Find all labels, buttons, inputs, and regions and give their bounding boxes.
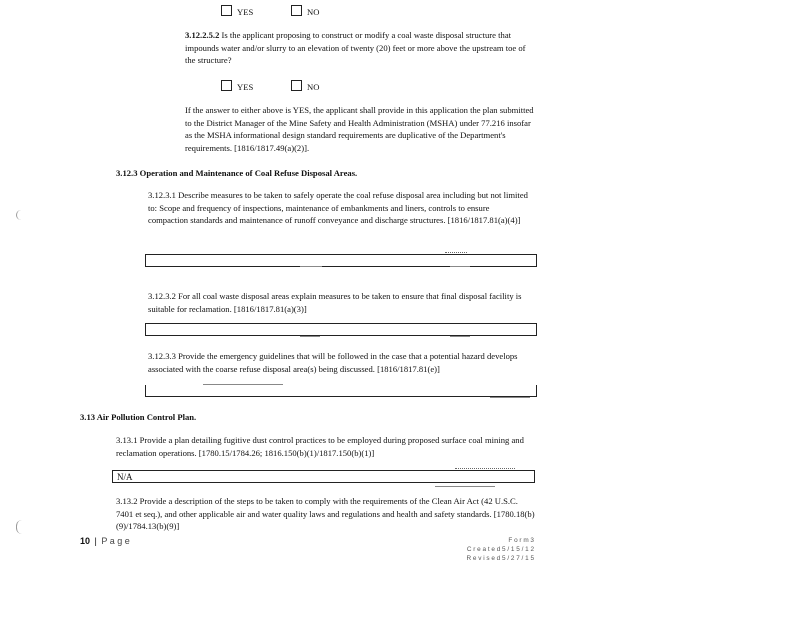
answer-field-3-12-3-1[interactable] (145, 254, 537, 267)
msha-note: If the answer to either above is YES, the applicant shall provide in this application the plan submitted to the District Manager of the Mine Safety and Health Administration (MSHA) under 77.216 insofar as the MSHA informational design standard requirements are duplicative of the Department's requirements. [1816/1817.49(a)(2)]. (185, 105, 534, 153)
page-footer: 10 | P a g e (80, 536, 130, 546)
q-3-12-2-5-2-yes-option: YES (221, 80, 253, 92)
question-3-12-3-1: 3.12.3.1 Describe measures to be taken to safely operate the coal refuse disposal area including but not limited to: Scope and frequency of inspections, maintenance of embankments and liners, controls to ensure compaction standards and maintenance of runoff conveyance and discharge structures. [1816/1817.81(a)(4)] (148, 190, 528, 226)
no-checkbox[interactable] (291, 80, 302, 91)
separator (300, 266, 322, 267)
separator (455, 468, 515, 469)
top-no-option: NO (291, 5, 319, 17)
answer-field-3-12-3-2[interactable] (145, 323, 537, 336)
top-yes-option: YES (221, 5, 253, 17)
question-3-12-3-3: 3.12.3.3 Provide the emergency guidelines that will be followed in the case that a potential hazard develops associated with the coarse refuse disposal area(s) being discussed. [1816/1817.81(e)] (148, 351, 518, 374)
separator (450, 336, 470, 337)
scan-mark (16, 210, 23, 220)
answer-field-3-13-1[interactable]: N/A (112, 470, 535, 483)
separator (445, 252, 467, 253)
separator (300, 336, 320, 337)
question-3-12-3-2: 3.12.3.2 For all coal waste disposal areas explain measures to be taken to ensure that final disposal facility is suitable for reclamation. [1816/1817.81(a)(3)] (148, 291, 522, 314)
question-3-13-2: 3.13.2 Provide a description of the steps to be taken to comply with the requirements of the Clean Air Act (42 U.S.C. 7401 et seq.), and other applicable air and water quality laws and regulations and health and safety standards. [1780.18(b)(9)/1784.13(b)(9)] (116, 496, 535, 532)
question-3-13-1: 3.13.1 Provide a plan detailing fugitive dust control practices to be employed during proposed surface coal mining and reclamation operations. [1780.15/1784.26; 1816.150(b)(1)/1817.150(b)(1)] (116, 435, 524, 458)
form-revision-info: F o r m 3 C r e a t e d 5 / 1 5 / 1 2 R e v i s e d 5 / 2 7 / 1 5 (466, 537, 534, 563)
separator (490, 397, 530, 398)
q-3-12-2-5-2-no-option: NO (291, 80, 319, 92)
scan-mark (16, 520, 23, 534)
section-heading-3-13: 3.13 Air Pollution Control Plan. (80, 412, 197, 422)
separator (435, 486, 495, 487)
question-3-12-2-5-2: 3.12.2.5.2 Is the applicant proposing to construct or modify a coal waste disposal structure that impounds water and/or slurry to an elevation of twenty (20) feet or more above the upstream toe of the structure? (185, 30, 526, 66)
separator (450, 266, 470, 267)
section-heading-3-12-3: 3.12.3 Operation and Maintenance of Coal Refuse Disposal Areas. (116, 168, 358, 178)
yes-checkbox[interactable] (221, 80, 232, 91)
yes-checkbox[interactable] (221, 5, 232, 16)
answer-field-3-12-3-3[interactable] (145, 385, 537, 397)
no-checkbox[interactable] (291, 5, 302, 16)
